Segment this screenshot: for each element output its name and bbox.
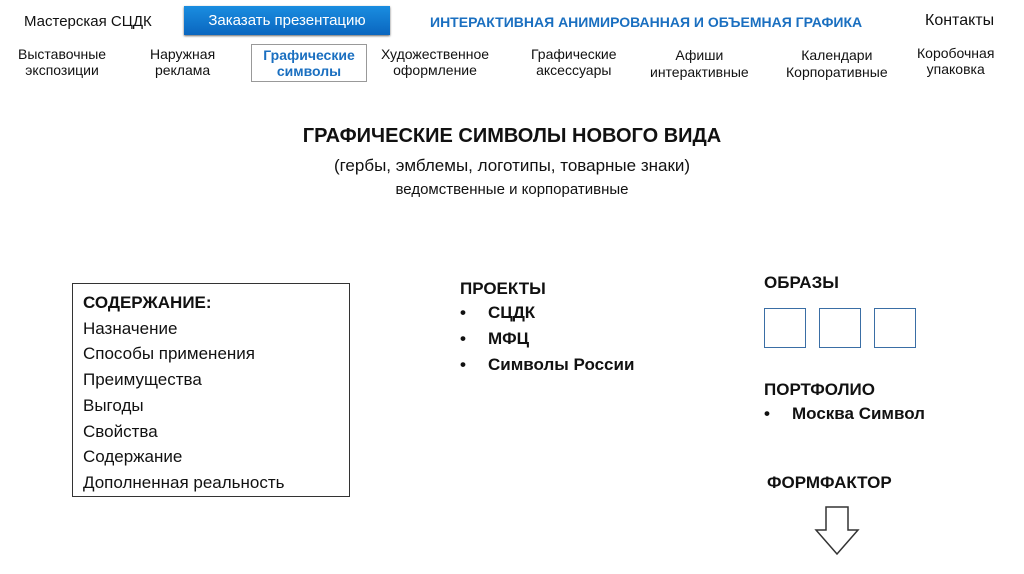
project-item[interactable]: • Символы России (460, 352, 634, 378)
contacts-link[interactable]: Контакты (925, 12, 995, 29)
project-item[interactable]: • СЦДК (460, 300, 634, 326)
nav-label: оформление (393, 62, 477, 78)
image-thumbnail[interactable] (819, 308, 861, 348)
nav-label: Календари (801, 47, 873, 63)
contents-item[interactable]: Выгоды (83, 395, 144, 415)
nav-packaging[interactable] (917, 45, 994, 77)
nav-label: Графические (263, 47, 355, 63)
nav-label: символы (276, 63, 342, 79)
nav-label: Графические (531, 46, 617, 62)
nav-label: Художественное (381, 46, 490, 62)
contents-item[interactable]: Дополненная реальность (83, 472, 285, 492)
nav-label: аксессуары (536, 62, 612, 78)
page-title: ГРАФИЧЕСКИЕ СИМВОЛЫ НОВОГО ВИДА (302, 125, 722, 147)
nav-label: Корпоративные (786, 64, 888, 80)
page-subtitle-2: ведомственные и корпоративные (395, 181, 629, 198)
contents-item[interactable]: Назначение (83, 318, 178, 338)
brand-link[interactable]: Мастерская СЦДК (24, 13, 152, 30)
nav-posters[interactable] (650, 47, 749, 81)
page-subtitle: (гербы, эмблемы, логотипы, товарные знаки) (333, 156, 691, 175)
nav-label: Выставочные (18, 46, 107, 62)
nav-art-design[interactable] (381, 46, 489, 78)
images-heading: ОБРАЗЫ (764, 273, 839, 292)
projects-heading: ПРОЕКТЫ (460, 279, 546, 298)
interactive-graphics-link[interactable]: ИНТЕРАКТИВНАЯ АНИМИРОВАННАЯ И ОБЪЕМНАЯ ГРАФИКА (430, 14, 863, 30)
nav-outdoor-ads[interactable] (150, 46, 215, 78)
image-thumbnail[interactable] (764, 308, 806, 348)
nav-label: интерактивные (650, 64, 749, 80)
contents-item[interactable]: Способы применения (83, 344, 255, 364)
nav-label: Афиши (675, 47, 724, 63)
nav-label: Коробочная (917, 45, 995, 61)
contents-item[interactable]: Содержание (83, 447, 183, 467)
order-presentation-button[interactable]: Заказать презентацию (184, 6, 390, 35)
portfolio-list (764, 401, 925, 427)
project-item[interactable]: • МФЦ (460, 326, 634, 352)
nav-label: упаковка (926, 61, 985, 77)
nav-label: реклама (154, 62, 211, 78)
contents-item[interactable]: Преимущества (83, 370, 202, 390)
contents-heading: СОДЕРЖАНИЕ: (83, 293, 212, 312)
projects-list (460, 300, 634, 378)
nav-label: экспозиции (25, 62, 99, 78)
portfolio-heading: ПОРТФОЛИО (764, 380, 875, 399)
image-thumbnail[interactable] (874, 308, 916, 348)
portfolio-item[interactable]: • Москва Символ (764, 401, 925, 427)
nav-label: Наружная (150, 46, 216, 62)
contents-box (72, 283, 350, 497)
nav-graphic-symbols[interactable] (251, 44, 367, 82)
contents-item[interactable]: Свойства (83, 421, 158, 441)
nav-graphic-accessories[interactable] (531, 46, 617, 78)
formfactor-heading: ФОРМФАКТОР (767, 473, 892, 492)
arrow-down-icon[interactable] (814, 506, 860, 556)
nav-calendars[interactable] (786, 47, 888, 81)
nav-exhibitions[interactable] (18, 46, 106, 78)
